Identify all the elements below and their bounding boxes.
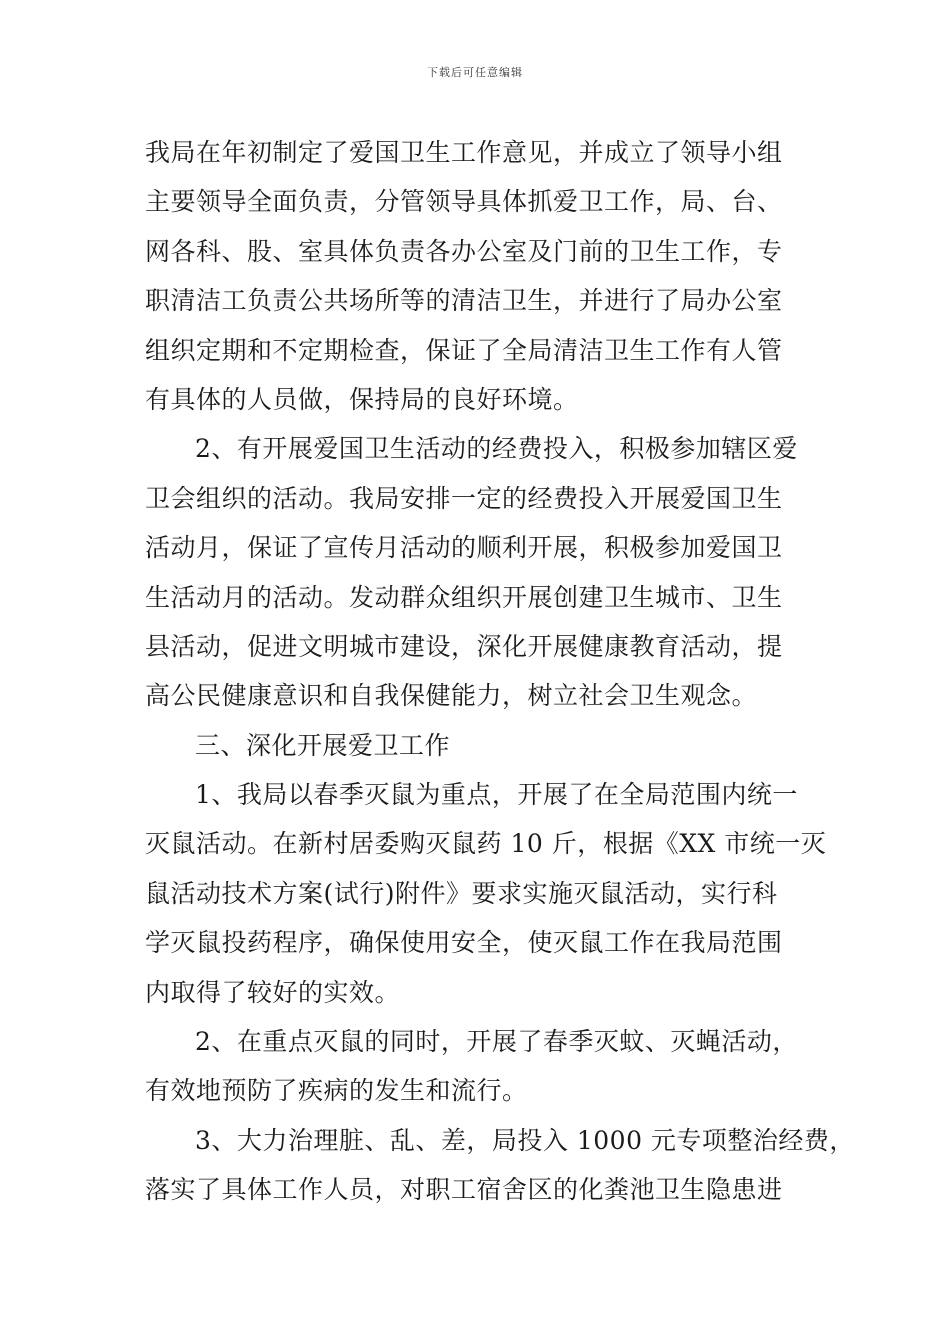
text-line: 网各科、股、室具体负责各办公室及门前的卫生工作，专 xyxy=(145,236,783,266)
section-heading: 三、深化开展爱卫工作 xyxy=(195,730,451,760)
text-line: 有具体的人员做，保持局的良好环境。 xyxy=(145,384,579,414)
text-line: 有效地预防了疾病的发生和流行。 xyxy=(145,1076,528,1106)
text-line: 活动月，保证了宣传月活动的顺利开展，积极参加爱国卫 xyxy=(145,533,783,563)
text-line: 我局在年初制定了爱国卫生工作意见，并成立了领导小组 xyxy=(145,138,783,167)
text-line: 县活动，促进文明城市建设，深化开展健康教育活动，提 xyxy=(145,631,783,661)
text-line: 灭鼠活动。在新村居委购灭鼠药 10 斤，根据《XX 市统一灭 xyxy=(145,829,827,859)
text-line: 主要领导全面负责，分管领导具体抓爱卫工作，局、台、 xyxy=(145,187,783,217)
paragraph-start-line: 2、有开展爱国卫生活动的经费投入，积极参加辖区爱 xyxy=(195,434,798,464)
text-line: 学灭鼠投药程序，确保使用安全，使灭鼠工作在我局范围 xyxy=(145,928,783,958)
text-line: 内取得了较好的实效。 xyxy=(145,977,401,1007)
text-line: 落实了具体工作人员，对职工宿舍区的化粪池卫生隐患进 xyxy=(145,1175,783,1205)
header-note: 下载后可任意编辑 xyxy=(427,66,523,79)
paragraph-start-line: 3、大力治理脏、乱、差，局投入 1000 元专项整治经费， xyxy=(195,1125,855,1155)
paragraph-start-line: 2、在重点灭鼠的同时，开展了春季灭蚊、灭蝇活动， xyxy=(195,1027,798,1057)
text-line: 鼠活动技术方案(试行)附件》要求实施灭鼠活动，实行科 xyxy=(145,878,778,908)
document-body xyxy=(145,128,855,1215)
paragraph-start-line: 1、我局以春季灭鼠为重点，开展了在全局范围内统一 xyxy=(195,780,798,810)
text-line: 高公民健康意识和自我保健能力，树立社会卫生观念。 xyxy=(145,681,758,711)
text-line: 生活动月的活动。发动群众组织开展创建卫生城市、卫生 xyxy=(145,582,783,612)
text-line: 职清洁工负责公共场所等的清洁卫生，并进行了局办公室 xyxy=(145,286,783,316)
text-line: 卫会组织的活动。我局安排一定的经费投入开展爱国卫生 xyxy=(145,483,783,513)
text-line: 组织定期和不定期检查，保证了全局清洁卫生工作有人管 xyxy=(145,335,783,365)
